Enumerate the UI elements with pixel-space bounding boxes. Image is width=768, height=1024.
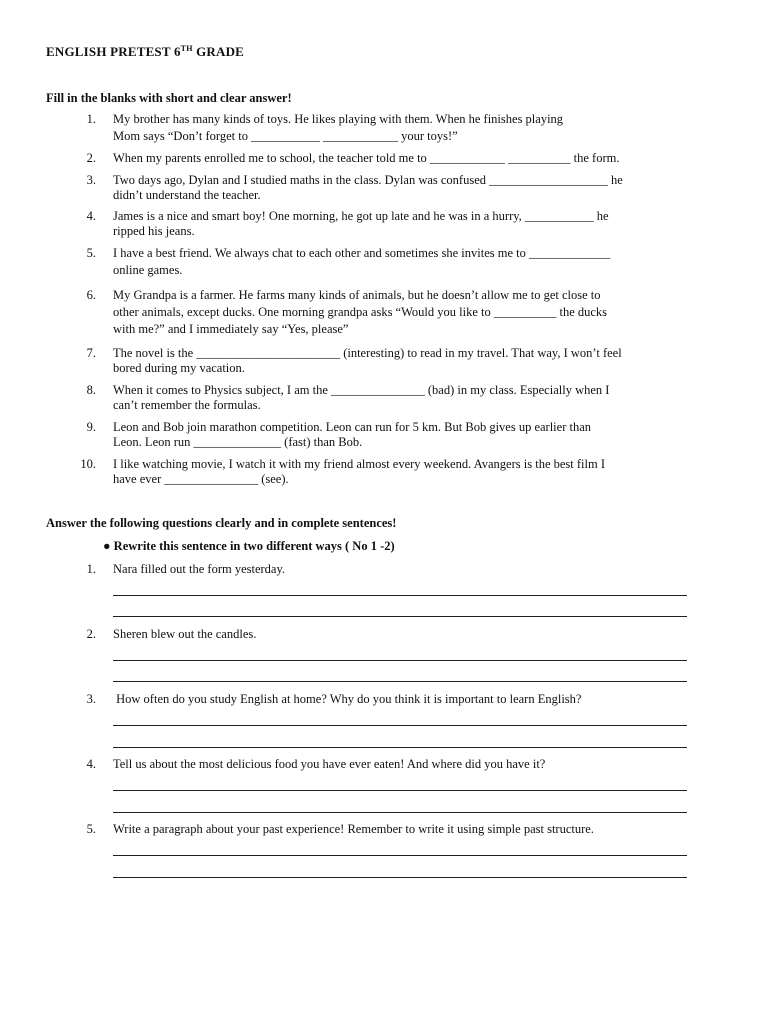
question-text: Nara filled out the form yesterday. <box>113 562 286 576</box>
item-line: with me?” and I immediately say “Yes, please” <box>113 322 349 336</box>
item-number: 8. <box>86 383 96 397</box>
answer-line[interactable] <box>113 660 687 661</box>
question-text: Sheren blew out the candles. <box>113 627 257 641</box>
page-title <box>46 44 244 60</box>
item-line: other animals, except ducks. One morning grandpa asks “Would you like to __________ the ducks <box>113 305 608 319</box>
answer-line[interactable] <box>113 616 687 617</box>
title-superscript: TH <box>180 44 193 53</box>
item-line: I like watching movie, I watch it with my friend almost every weekend. Avangers is the best film I <box>113 457 605 471</box>
item-number: 3. <box>86 692 96 706</box>
answer-line[interactable] <box>113 595 687 596</box>
answer-line[interactable] <box>113 725 687 726</box>
item-line: When my parents enrolled me to school, the teacher told me to ____________ __________ the form. <box>113 151 620 165</box>
item-number: 1. <box>86 112 96 126</box>
item-number: 7. <box>86 346 96 360</box>
item-number: 10. <box>80 457 96 471</box>
item-number: 4. <box>86 757 96 771</box>
item-number: 1. <box>86 562 96 576</box>
item-number: 9. <box>86 420 96 434</box>
item-line: James is a nice and smart boy! One morning, he got up late and he was in a hurry, ___________ he <box>113 209 609 223</box>
rewrite-instruction: ● Rewrite this sentence in two different ways ( No 1 -2) <box>103 539 395 553</box>
answer-line[interactable] <box>113 855 687 856</box>
item-line: My Grandpa is a farmer. He farms many kinds of animals, but he doesn’t allow me to get close to <box>113 288 601 302</box>
item-line: ripped his jeans. <box>113 224 195 238</box>
answer-line[interactable] <box>113 681 687 682</box>
title-end: GRADE <box>192 44 245 59</box>
item-line: can’t remember the formulas. <box>113 398 261 412</box>
question-text: Tell us about the most delicious food you have ever eaten! And where did you have it? <box>113 757 546 771</box>
item-line: Leon and Bob join marathon competition. Leon can run for 5 km. But Bob gives up earlier than <box>113 420 592 434</box>
item-line: didn’t understand the teacher. <box>113 188 261 202</box>
answer-line[interactable] <box>113 877 687 878</box>
item-number: 5. <box>86 246 96 260</box>
item-number: 6. <box>86 288 96 302</box>
item-line: Two days ago, Dylan and I studied maths in the class. Dylan was confused ___________________ he <box>113 173 623 187</box>
title-main: ENGLISH PRETEST 6 <box>46 44 181 59</box>
item-number: 2. <box>86 151 96 165</box>
answer-line[interactable] <box>113 747 687 748</box>
question-text: Write a paragraph about your past experience! Remember to write it using simple past structure. <box>113 822 594 836</box>
item-line: Leon. Leon run ______________ (fast) than Bob. <box>113 435 363 449</box>
answer-line[interactable] <box>113 790 687 791</box>
section2-heading: Answer the following questions clearly and in complete sentences! <box>46 516 397 530</box>
item-number: 3. <box>86 173 96 187</box>
item-line: bored during my vacation. <box>113 361 245 375</box>
item-line: Mom says “Don’t forget to ___________ ____________ your toys!” <box>113 129 458 143</box>
item-line: When it comes to Physics subject, I am the _______________ (bad) in my class. Especially when I <box>113 383 610 397</box>
item-line: The novel is the _______________________ (interesting) to read in my travel. That way, I won’t feel <box>113 346 622 360</box>
item-number: 2. <box>86 627 96 641</box>
section1-heading: Fill in the blanks with short and clear answer! <box>46 91 292 105</box>
item-number: 4. <box>86 209 96 223</box>
question-text: How often do you study English at home? Why do you think it is important to learn English? <box>113 692 582 706</box>
item-line: have ever _______________ (see). <box>113 472 289 486</box>
item-line: My brother has many kinds of toys. He likes playing with them. When he finishes playing <box>113 112 564 126</box>
item-number: 5. <box>86 822 96 836</box>
item-line: online games. <box>113 263 183 277</box>
item-line: I have a best friend. We always chat to each other and sometimes she invites me to _____________ <box>113 246 611 260</box>
answer-line[interactable] <box>113 812 687 813</box>
